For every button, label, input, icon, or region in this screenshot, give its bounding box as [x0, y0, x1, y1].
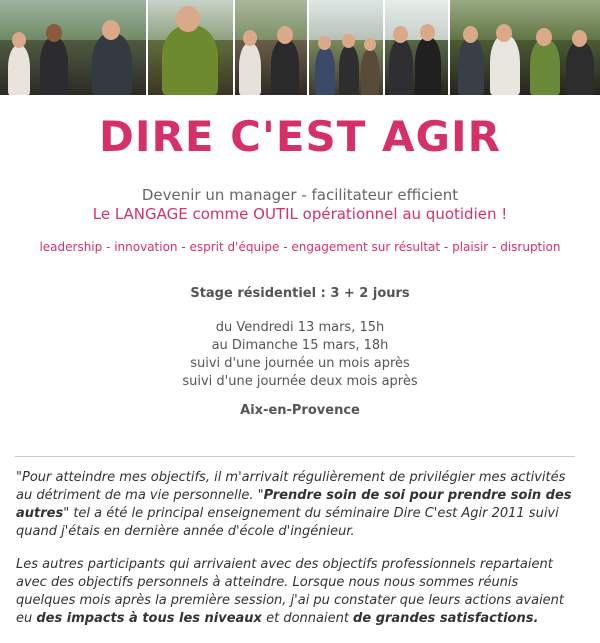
testimonial-highlight: Prendre soin de soi pour prendre soin des autres [16, 488, 572, 521]
testimonial-paragraph-1 [16, 469, 576, 541]
team-outdoor-photo-5 [385, 0, 448, 95]
photo-banner [0, 0, 600, 95]
location: Aix-en-Provence [240, 403, 360, 418]
testimonial-text: Les autres participants qui arrivaient avec des objectifs professionnels repartaient avec des objectifs personnels à atteindre. Lorsque nous nous sommes réunis quelques mois après la première session, j'ai pu constater que leurs actions avaient eu [16, 557, 565, 626]
testimonial-highlight: des impacts à tous les niveaux [36, 611, 262, 626]
keywords-line: leadership - innovation - esprit d'équipe - engagement sur résultat - plaisir - disruption [39, 240, 561, 254]
schedule-dates [0, 319, 600, 391]
team-outdoor-photo-3 [235, 0, 307, 95]
testimonial-highlight: de grandes satisfactions [353, 611, 534, 626]
page-title: DIRE C'EST AGIR [99, 112, 501, 161]
divider [15, 456, 575, 457]
team-outdoor-photo-4 [309, 0, 383, 95]
testimonial-text: "Pour atteindre mes objectifs, il m'arrivait régulièrement de privilégier mes activités au détriment de ma vie personnelle. " [16, 470, 566, 503]
date-line: du Vendredi 13 mars, 15h [215, 320, 385, 335]
testimonial-text: et donnaient [261, 611, 354, 626]
tagline: Le LANGAGE comme OUTIL opérationnel au quotidien ! [92, 205, 508, 223]
team-outdoor-photo-6 [450, 0, 600, 95]
date-line: suivi d'une journée un mois après [190, 356, 410, 371]
testimonial-end: . [533, 611, 539, 626]
stage-duration: Stage résidentiel : 3 + 2 jours [190, 286, 410, 301]
subtitle: Devenir un manager - facilitateur efficient [141, 186, 459, 204]
team-outdoor-photo-2 [148, 0, 233, 95]
date-line: suivi d'une journée deux mois après [182, 374, 418, 389]
testimonial-text: " tel a été le principal enseignement du séminaire Dire C'est Agir 2011 suivi quand j'étais en dernière année d'école d'ingénieur. [16, 506, 559, 539]
testimonial-paragraph-2 [16, 556, 576, 628]
date-line: au Dimanche 15 mars, 18h [211, 338, 389, 353]
team-outdoor-photo-1 [0, 0, 146, 95]
